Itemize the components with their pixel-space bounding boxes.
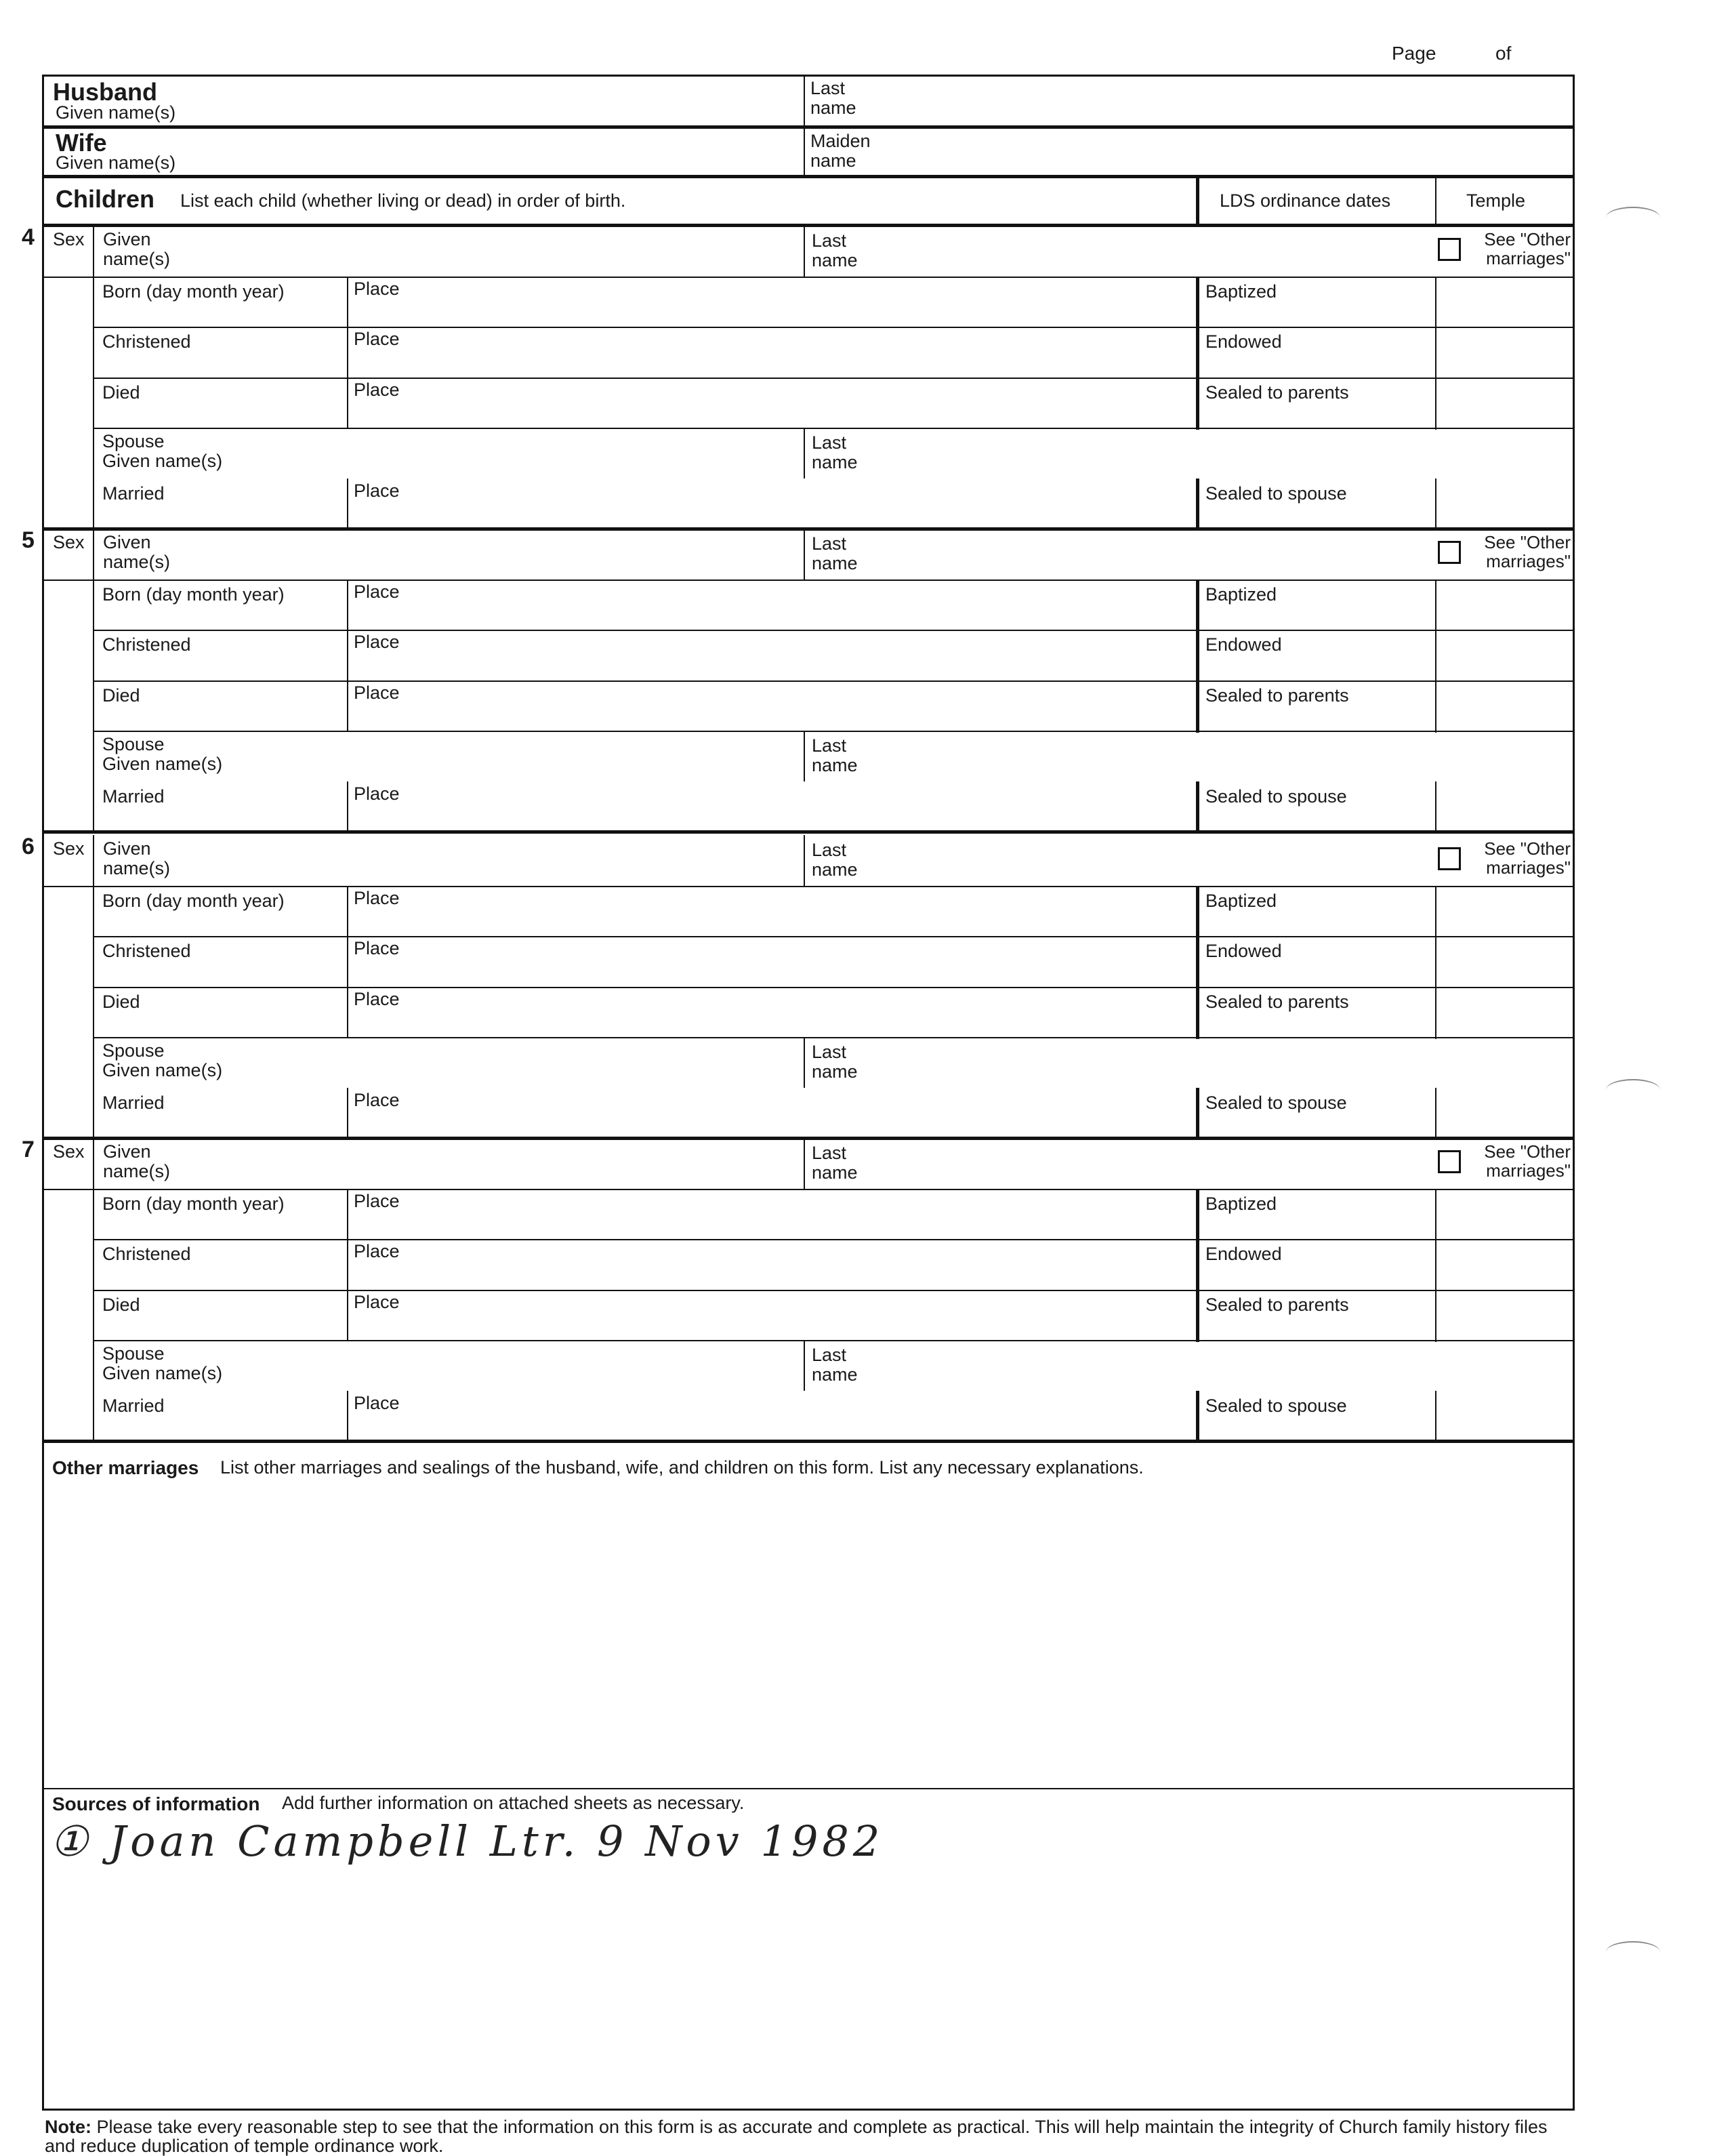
temple-field[interactable]: [1438, 481, 1571, 527]
given-name-label: Given name(s): [103, 838, 171, 878]
husband-given-label: Given name(s): [56, 102, 176, 123]
date-place-divider: [347, 277, 348, 327]
given-last-divider: [804, 529, 805, 579]
sex-label: Sex: [53, 532, 85, 552]
children-header-bottom-rule: [42, 224, 1575, 227]
temple-column-divider: [1435, 277, 1436, 329]
temple-field[interactable]: [1438, 1192, 1571, 1237]
sex-field[interactable]: [45, 253, 91, 273]
place-label: Place: [354, 683, 400, 703]
married-label: Married: [102, 786, 165, 807]
date-place-divider: [347, 886, 348, 937]
ordinance-divider: [1196, 987, 1199, 1039]
endowed-label: Endowed: [1205, 941, 1282, 961]
row-rule: [42, 277, 1575, 278]
married-label: Married: [102, 483, 165, 504]
place-label: Place: [354, 1191, 400, 1211]
endowed-label: Endowed: [1205, 1244, 1282, 1264]
sources-field[interactable]: [49, 1871, 1567, 2101]
sex-label: Sex: [53, 1141, 85, 1162]
christened-label: Christened: [102, 634, 191, 655]
sex-field[interactable]: [45, 556, 91, 576]
date-place-divider: [347, 378, 348, 428]
see-other-marriages-label: See "Other marriages": [1484, 838, 1571, 878]
temple-field[interactable]: [1438, 1091, 1571, 1136]
row-rule: [42, 886, 1575, 887]
place-label: Place: [354, 582, 400, 602]
temple-column-divider: [1435, 1189, 1436, 1241]
binder-hole-mark: [1606, 207, 1660, 228]
row-rule: [93, 1290, 1575, 1291]
given-name-label: Given name(s): [103, 1141, 171, 1181]
binder-hole-mark: [1606, 1079, 1660, 1101]
last-name-label: Last name: [812, 533, 858, 573]
see-other-marriages-label: See "Other marriages": [1484, 229, 1571, 268]
date-place-divider: [347, 630, 348, 680]
baptized-label: Baptized: [1205, 1194, 1277, 1214]
temple-field[interactable]: [1438, 784, 1571, 830]
husband-title: Husband: [53, 78, 158, 106]
temple-field[interactable]: [1438, 329, 1571, 375]
place-label: Place: [354, 1292, 400, 1312]
row-rule: [93, 987, 1575, 988]
temple-column-divider: [1435, 936, 1436, 988]
ordinance-divider: [1196, 1239, 1199, 1291]
note-body: Please take every reasonable step to see that the information on this form is as accurate and complete as practical. This will help maintain the integrity of Church family history files and reduce duplication of temple ordinance work.: [45, 2117, 1548, 2156]
date-place-divider: [347, 1290, 348, 1341]
married-label: Married: [102, 1093, 165, 1113]
sealed_parents-label: Sealed to parents: [1205, 992, 1349, 1012]
sealed-to-spouse-label: Sealed to spouse: [1205, 1396, 1347, 1416]
row-rule: [93, 630, 1575, 631]
wife-maiden-label: Maiden name: [810, 131, 871, 171]
baptized-label: Baptized: [1205, 891, 1277, 911]
ordinance-divider: [1196, 680, 1199, 733]
sources-handwritten-entry: ① Joan Campbell Ltr. 9 Nov 1982: [50, 1816, 884, 1866]
of-label: of: [1495, 43, 1512, 64]
row-rule: [93, 1037, 1575, 1038]
ordinance-divider: [1196, 579, 1199, 632]
see-other-marriages-checkbox[interactable]: [1438, 238, 1461, 261]
sex-label: Sex: [53, 838, 85, 859]
temple-column-divider: [1435, 1290, 1436, 1342]
ordinance-divider: [1196, 936, 1199, 988]
place-label: Place: [354, 989, 400, 1009]
ordinance-divider: [1196, 781, 1199, 832]
temple-column-divider: [1435, 886, 1436, 938]
see-other-marriages-checkbox[interactable]: [1438, 1150, 1461, 1173]
ordinance-divider: [1196, 1290, 1199, 1342]
place-label: Place: [354, 1241, 400, 1261]
row-rule: [93, 428, 1575, 429]
temple-column-divider: [1435, 1391, 1436, 1442]
spouse-last-divider: [804, 731, 805, 781]
date-place-divider: [347, 1088, 348, 1139]
died-label: Died: [102, 382, 140, 403]
baptized-label: Baptized: [1205, 584, 1277, 605]
place-label: Place: [354, 888, 400, 908]
temple-column-divider: [1435, 630, 1436, 682]
row-rule: [93, 1340, 1575, 1341]
sealed-to-spouse-label: Sealed to spouse: [1205, 786, 1347, 807]
born-label: Born (day month year): [102, 281, 285, 302]
child-number: 7: [22, 1137, 35, 1162]
row-rule: [93, 1239, 1575, 1240]
row-rule: [93, 327, 1575, 328]
given-last-divider: [804, 1138, 805, 1189]
see-other-marriages-label: See "Other marriages": [1484, 532, 1571, 571]
wife-bottom-rule: [42, 175, 1575, 178]
christened-label: Christened: [102, 941, 191, 961]
page-label: Page: [1392, 43, 1436, 64]
spouse-last-divider: [804, 428, 805, 479]
spouse-label: Spouse Given name(s): [102, 1343, 223, 1383]
temple-column-divider: [1435, 680, 1436, 733]
see-other-marriages-label: See "Other marriages": [1484, 1141, 1571, 1181]
christened-label: Christened: [102, 331, 191, 352]
place-label: Place: [354, 380, 400, 400]
lds-ordinance-label: LDS ordinance dates: [1220, 190, 1391, 211]
sealed-to-spouse-label: Sealed to spouse: [1205, 483, 1347, 504]
given-name-label: Given name(s): [103, 229, 171, 269]
row-rule: [93, 378, 1575, 379]
sex-label: Sex: [53, 229, 85, 249]
row-rule: [93, 936, 1575, 937]
ordinance-divider: [1196, 1088, 1199, 1139]
spouse-last-name-label: Last name: [812, 735, 858, 775]
last-name-label: Last name: [812, 840, 858, 880]
row-rule: [42, 1189, 1575, 1190]
born-label: Born (day month year): [102, 891, 285, 911]
spouse-label: Spouse Given name(s): [102, 734, 223, 774]
date-place-divider: [347, 579, 348, 630]
ordinance-divider: [1196, 327, 1199, 379]
temple-column-divider: [1435, 987, 1436, 1039]
given-name-label: Given name(s): [103, 532, 171, 572]
place-label: Place: [354, 938, 400, 958]
date-place-divider: [347, 1391, 348, 1442]
place-label: Place: [354, 329, 400, 349]
wife-title: Wife: [56, 129, 107, 157]
child-block-bottom-rule: [42, 527, 1575, 531]
temple-field[interactable]: [1438, 1394, 1571, 1439]
place-label: Place: [354, 279, 400, 299]
other-marriages-field[interactable]: [49, 1484, 1567, 1783]
died-label: Died: [102, 992, 140, 1012]
ordinance-divider: [1196, 886, 1199, 938]
place-label: Place: [354, 784, 400, 804]
temple-column-divider: [1435, 781, 1436, 832]
sealed-to-spouse-label: Sealed to spouse: [1205, 1093, 1347, 1113]
sealed_parents-label: Sealed to parents: [1205, 685, 1349, 706]
temple-column-divider: [1435, 378, 1436, 430]
sealed_parents-label: Sealed to parents: [1205, 1295, 1349, 1315]
endowed-label: Endowed: [1205, 634, 1282, 655]
given-last-divider: [804, 226, 805, 277]
temple-column-divider: [1435, 479, 1436, 529]
spouse-last-name-label: Last name: [812, 1345, 858, 1385]
ordinance-divider: [1196, 1189, 1199, 1241]
ordinance-divider: [1196, 1391, 1199, 1442]
place-label: Place: [354, 481, 400, 501]
christened-label: Christened: [102, 1244, 191, 1264]
row-rule: [42, 579, 1575, 581]
place-label: Place: [354, 1393, 400, 1413]
spouse-last-name-label: Last name: [812, 1042, 858, 1082]
last-name-label: Last name: [812, 230, 858, 270]
last-name-label: Last name: [812, 1143, 858, 1183]
died-label: Died: [102, 685, 140, 706]
temple-field[interactable]: [1438, 683, 1571, 729]
date-place-divider: [347, 1239, 348, 1290]
binder-hole-mark: [1606, 1941, 1660, 1963]
sex-field[interactable]: [45, 862, 91, 882]
born-label: Born (day month year): [102, 584, 285, 605]
child-number: 4: [22, 224, 35, 250]
born-label: Born (day month year): [102, 1194, 285, 1214]
note-text: [45, 2117, 1563, 2155]
ordinance-divider: [1196, 277, 1199, 329]
ordinance-divider: [1196, 479, 1199, 529]
given-last-divider: [804, 835, 805, 886]
date-place-divider: [347, 987, 348, 1038]
place-label: Place: [354, 632, 400, 652]
date-place-divider: [347, 781, 348, 832]
temple-field[interactable]: [1438, 1293, 1571, 1338]
spouse-last-divider: [804, 1037, 805, 1088]
sources-instruction: Add further information on attached sheets as necessary.: [282, 1793, 745, 1813]
child-number: 5: [22, 527, 35, 553]
row-rule: [93, 731, 1575, 732]
child-block-bottom-rule: [42, 1440, 1575, 1443]
child-number: 6: [22, 834, 35, 859]
date-place-divider: [347, 680, 348, 731]
ordinance-divider: [1196, 378, 1199, 430]
sealed_parents-label: Sealed to parents: [1205, 382, 1349, 403]
temple-label: Temple: [1466, 190, 1526, 211]
see-other-marriages-checkbox[interactable]: [1438, 541, 1461, 564]
row-rule: [93, 680, 1575, 682]
ordinance-divider: [1196, 630, 1199, 682]
see-other-marriages-checkbox[interactable]: [1438, 847, 1461, 870]
temple-column-divider: [1435, 579, 1436, 632]
other-marriages-title: Other marriages: [52, 1457, 199, 1478]
children-instruction: List each child (whether living or dead) in order of birth.: [180, 190, 626, 211]
temple-field[interactable]: [1438, 582, 1571, 628]
died-label: Died: [102, 1295, 140, 1315]
temple-header-divider: [1435, 176, 1436, 225]
lds-header-divider: [1196, 176, 1199, 225]
date-place-divider: [347, 936, 348, 987]
sources-title: Sources of information: [52, 1793, 260, 1814]
spouse-label: Spouse Given name(s): [102, 1040, 223, 1080]
date-place-divider: [347, 327, 348, 378]
children-title: Children: [56, 185, 155, 213]
sex-field[interactable]: [45, 1165, 91, 1185]
wife-given-label: Given name(s): [56, 152, 176, 173]
married-label: Married: [102, 1396, 165, 1416]
husband-last-label: Last name: [810, 78, 856, 118]
temple-column-divider: [1435, 1088, 1436, 1139]
temple-field[interactable]: [1438, 990, 1571, 1035]
temple-field[interactable]: [1438, 939, 1571, 984]
temple-field[interactable]: [1438, 632, 1571, 678]
spouse-label: Spouse Given name(s): [102, 431, 223, 471]
spouse-last-name-label: Last name: [812, 432, 858, 472]
temple-column-divider: [1435, 327, 1436, 379]
date-place-divider: [347, 1189, 348, 1240]
temple-field[interactable]: [1438, 1242, 1571, 1287]
husband-bottom-rule: [42, 125, 1575, 129]
other-marriages-bottom-rule: [42, 1788, 1575, 1789]
temple-column-divider: [1435, 1239, 1436, 1291]
date-place-divider: [347, 479, 348, 529]
note-label: Note:: [45, 2117, 91, 2137]
endowed-label: Endowed: [1205, 331, 1282, 352]
temple-field[interactable]: [1438, 889, 1571, 934]
baptized-label: Baptized: [1205, 281, 1277, 302]
place-label: Place: [354, 1090, 400, 1110]
spouse-last-divider: [804, 1340, 805, 1391]
child-block-bottom-rule: [42, 1137, 1575, 1140]
temple-field[interactable]: [1438, 279, 1571, 325]
temple-field[interactable]: [1438, 380, 1571, 426]
other-marriages-instruction: List other marriages and sealings of the husband, wife, and children on this form. List any necessary explanations.: [220, 1457, 1144, 1478]
child-block-bottom-rule: [42, 830, 1575, 834]
